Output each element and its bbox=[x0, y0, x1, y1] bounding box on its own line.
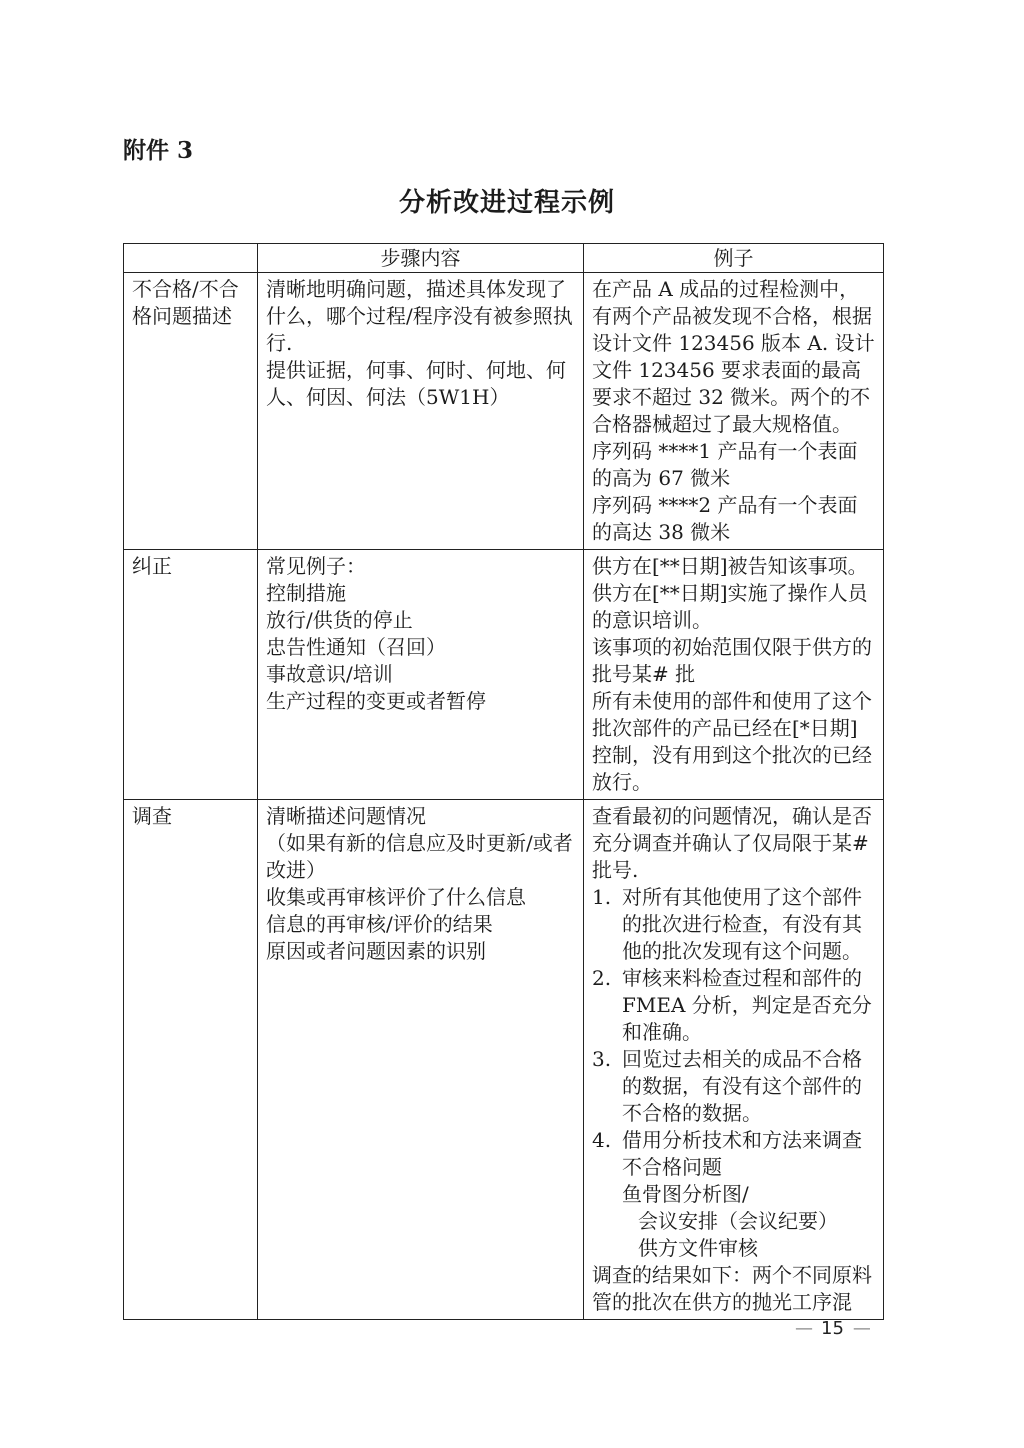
content-cell bbox=[258, 550, 584, 800]
list-text: 对所有其他使用了这个部件的批次进行检查，有没有其他的批次发现有这个问题。 bbox=[622, 885, 862, 963]
paragraph: 所有未使用的部件和使用了这个批次部件的产品已经在[*日期]控制，没有用到这个批次的已经放行。 bbox=[592, 689, 872, 794]
list-item bbox=[592, 1046, 875, 1127]
paragraph: 供方文件审核 bbox=[638, 1236, 758, 1260]
paragraph: 忠告性通知（召回） bbox=[266, 635, 446, 659]
paragraph: 供方在[**日期]被告知该事项。 bbox=[592, 554, 868, 578]
list-number: 1. bbox=[592, 885, 612, 909]
attachment-label: 附件 3 bbox=[123, 137, 194, 164]
page-number: 15 bbox=[821, 1318, 844, 1339]
content-cell bbox=[258, 273, 584, 550]
process-table bbox=[123, 243, 884, 1320]
paragraph: 调查的结果如下：两个不同原料管的批次在供方的抛光工序混 bbox=[592, 1263, 872, 1314]
paragraph: 会议安排（会议纪要） bbox=[638, 1209, 838, 1233]
paragraph: 供方在[**日期]实施了操作人员的意识培训。 bbox=[592, 581, 868, 632]
list-number: 3. bbox=[592, 1047, 612, 1071]
footer-dash-left: — bbox=[795, 1318, 812, 1339]
paragraph: 该事项的初始范围仅限于供方的批号某# 批 bbox=[592, 635, 872, 686]
step-label-cell: 不合格/不合格问题描述 bbox=[124, 273, 258, 550]
header-row bbox=[124, 244, 884, 273]
header-step bbox=[124, 244, 258, 273]
list-item bbox=[592, 884, 875, 965]
list-text: 回览过去相关的成品不合格的数据，有没有这个部件的不合格的数据。 bbox=[622, 1047, 862, 1125]
paragraph: 鱼骨图分析图/ bbox=[622, 1182, 749, 1206]
list-item bbox=[592, 965, 875, 1046]
paragraph: 序列码 ****2 产品有一个表面的高达 38 微米 bbox=[592, 493, 858, 544]
footer-dash-right: — bbox=[852, 1318, 870, 1339]
list-item bbox=[592, 1127, 875, 1181]
header-example: 例子 bbox=[584, 244, 884, 273]
paragraph: 原因或者问题因素的识别 bbox=[266, 939, 486, 963]
page-title: 分析改进过程示例 bbox=[398, 188, 615, 218]
paragraph: 在产品 A 成品的过程检测中，有两个产品被发现不合格，根据设计文件 123456 版本 A. 设计文件 123456 要求表面的最高要求不超过 32 微米。两个的不合格器械超过了最大规格值。 bbox=[592, 277, 875, 436]
paragraph: （如果有新的信息应及时更新/或者改进） bbox=[266, 831, 573, 882]
list-number: 2. bbox=[592, 966, 612, 990]
paragraph: 提供证据，何事、何时、何地、何人、何因、何法（5W1H） bbox=[266, 358, 566, 409]
example-cell bbox=[584, 550, 884, 800]
table-row-nonconformity bbox=[124, 273, 884, 550]
paragraph: 控制措施 bbox=[266, 581, 346, 605]
paragraph: 事故意识/培训 bbox=[266, 662, 393, 686]
table-row-correction bbox=[124, 550, 884, 800]
step-label-cell: 调查 bbox=[124, 800, 258, 1320]
paragraph: 序列码 ****1 产品有一个表面的高为 67 微米 bbox=[592, 439, 858, 490]
list-text: 审核来料检查过程和部件的 FMEA 分析，判定是否充分和准确。 bbox=[622, 966, 872, 1044]
paragraph: 收集或再审核评价了什么信息 bbox=[266, 885, 526, 909]
example-cell bbox=[584, 273, 884, 550]
paragraph: 清晰描述问题情况 bbox=[266, 804, 426, 828]
list-text: 借用分析技术和方法来调查不合格问题 bbox=[622, 1128, 862, 1179]
paragraph: 生产过程的变更或者暂停 bbox=[266, 689, 486, 713]
table-row-investigation bbox=[124, 800, 884, 1320]
example-cell bbox=[584, 800, 884, 1320]
list-number: 4. bbox=[592, 1128, 612, 1152]
header-content: 步骤内容 bbox=[258, 244, 584, 273]
paragraph: 放行/供货的停止 bbox=[266, 608, 413, 632]
paragraph: 信息的再审核/评价的结果 bbox=[266, 912, 493, 936]
paragraph: 查看最初的问题情况，确认是否充分调查并确认了仅局限于某# 批号. bbox=[592, 804, 872, 882]
content-cell bbox=[258, 800, 584, 1320]
step-label-cell: 纠正 bbox=[124, 550, 258, 800]
page-footer bbox=[795, 1318, 870, 1339]
paragraph: 常见例子： bbox=[266, 554, 366, 578]
paragraph: 清晰地明确问题，描述具体发现了什么，哪个过程/程序没有被参照执行. bbox=[266, 277, 573, 355]
